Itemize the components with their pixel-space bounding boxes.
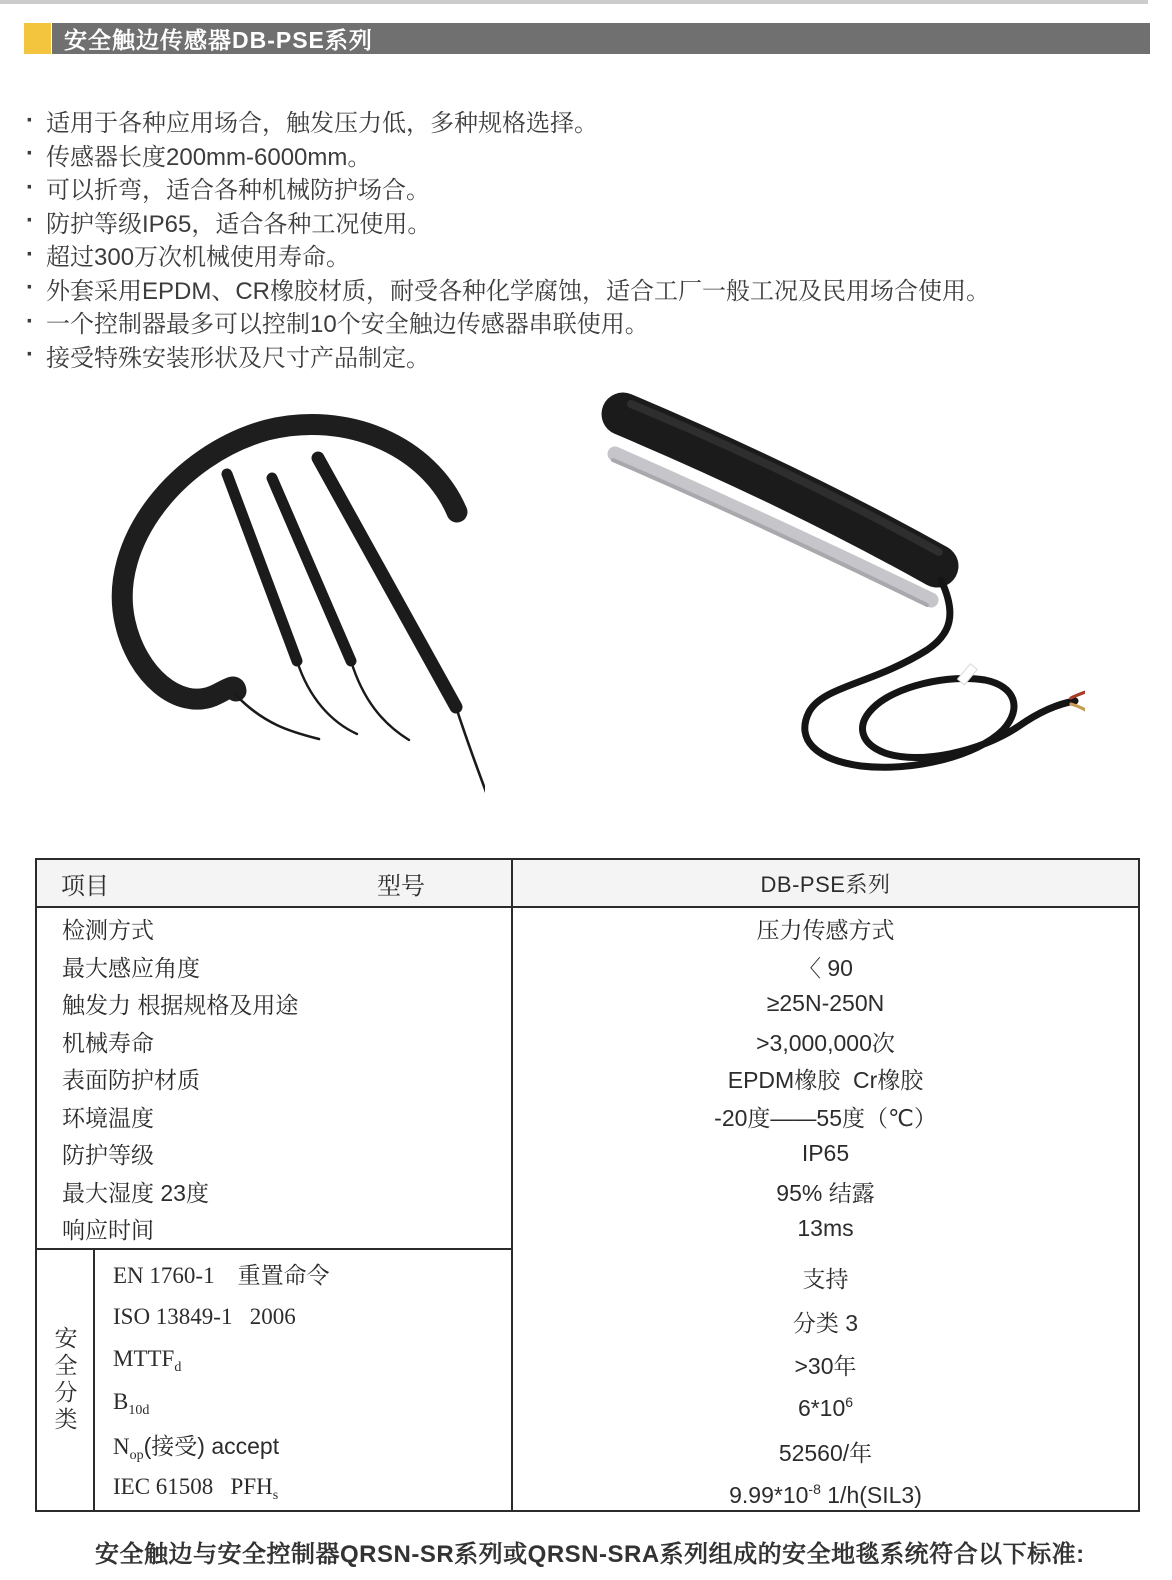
safety-class-label: 安全分类: [51, 1326, 78, 1434]
safety-item: $N_{op}$(接受) accept: [113, 1433, 280, 1464]
safety-item: $B_{10d}$: [113, 1388, 150, 1418]
bullet-marker: ·: [26, 173, 34, 201]
top-rule: [0, 0, 1148, 4]
section-title-bar: [52, 23, 1150, 54]
safety-item: ISO 13849-1 2006: [113, 1303, 296, 1329]
feature-text: 传感器长度200mm-6000mm。: [46, 143, 372, 171]
spec-row-value: IP65: [801, 1140, 850, 1167]
spec-row-value: ≥25N-250N: [766, 990, 885, 1017]
safety-value: $6*10^6$: [797, 1394, 854, 1422]
feature-text: 外套采用EPDM、CR橡胶材质，耐受各种化学腐蚀，适合工厂一般工况及民用场合使用。: [46, 277, 991, 305]
spec-row-value: >3,000,000次: [756, 1029, 895, 1056]
safety-section: [37, 1250, 511, 1510]
feature-text: 防护等级IP65，适合各种工况使用。: [46, 210, 432, 238]
safety-value: >30年: [794, 1353, 857, 1380]
spec-row-value: 13ms: [797, 1215, 854, 1242]
feature-text: 适用于各种应用场合，触发压力低，多种规格选择。: [46, 110, 598, 138]
bullet-marker: ·: [26, 106, 34, 134]
feature-item: [26, 238, 990, 272]
feature-item: [26, 171, 990, 205]
table-header: [37, 860, 1138, 908]
safety-value: 分类 3: [792, 1309, 859, 1336]
col-item-label: 项目: [61, 872, 109, 900]
bullet-marker: ·: [26, 307, 34, 335]
spec-row-label: 响应时间: [62, 1217, 154, 1244]
spec-values: [513, 908, 1138, 1254]
footer-note: 安全触边与安全控制器QRSN-SR系列或QRSN-SRA系列组成的安全地毯系统符合以下标准:: [95, 1541, 1085, 1568]
spec-row-label: 检测方式: [62, 917, 154, 944]
bullet-marker: ·: [26, 207, 34, 235]
spec-row-value: EPDM橡胶 Cr橡胶: [727, 1067, 924, 1094]
table-body: [37, 908, 1138, 1510]
feature-item: [26, 104, 990, 138]
feature-text: 接受特殊安装形状及尺寸产品制定。: [46, 344, 430, 372]
feature-item: [26, 305, 990, 339]
spec-row-label: 最大感应角度: [62, 954, 200, 981]
col-series-label: DB-PSE系列: [760, 871, 891, 897]
feature-item: [26, 272, 990, 306]
safety-item: IEC 61508 $PFH_s$: [113, 1474, 279, 1504]
feature-list: [26, 104, 990, 372]
spec-row-label: 表面防护材质: [62, 1067, 200, 1094]
table-left-column: [37, 908, 513, 1510]
spec-row-label: 机械寿命: [62, 1029, 154, 1056]
safety-values: [513, 1254, 1138, 1517]
left-product-image: [85, 372, 485, 802]
bullet-marker: ·: [26, 274, 34, 302]
table-value-column: [513, 908, 1138, 1510]
spec-row-label: 最大湿度 23度: [62, 1179, 209, 1206]
safety-value: 支持: [802, 1266, 849, 1293]
safety-value: $9.99*10^{-8}$ 1/h(SIL3): [729, 1481, 922, 1509]
safety-items: [95, 1250, 511, 1510]
spec-row-label: 环境温度: [62, 1104, 154, 1131]
bullet-marker: ·: [26, 341, 34, 369]
section-header: [24, 23, 1150, 54]
safety-item: EN 1760-1 重置命令: [113, 1263, 330, 1289]
safety-class-cell: [37, 1250, 95, 1510]
accent-square: [24, 23, 51, 54]
right-product-image: [565, 368, 1085, 798]
header-series-cell: [513, 860, 1138, 906]
page-title: 安全触边传感器DB-PSE系列: [64, 27, 373, 53]
feature-text: 可以折弯，适合各种机械防护场合。: [46, 177, 430, 205]
bullet-marker: ·: [26, 240, 34, 268]
bullet-marker: ·: [26, 140, 34, 168]
safety-value: 52560/年: [778, 1440, 873, 1467]
safety-item: $MTTF_d$: [113, 1346, 182, 1376]
spec-row-value: -20度——55度（℃）: [714, 1104, 937, 1131]
spec-row-value: 〈 90: [798, 954, 853, 981]
spec-row-value: 95% 结露: [776, 1179, 875, 1206]
spec-row-label: 防护等级: [62, 1142, 154, 1169]
spec-table: [35, 858, 1140, 1512]
col-model-label: 型号: [377, 872, 425, 900]
feature-item: [26, 138, 990, 172]
feature-item: [26, 339, 990, 373]
spec-row-label: 触发力 根据规格及用途: [62, 992, 299, 1019]
header-left-cell: [37, 860, 513, 906]
feature-text: 一个控制器最多可以控制10个安全触边传感器串联使用。: [46, 311, 649, 339]
feature-item: [26, 205, 990, 239]
feature-text: 超过300万次机械使用寿命。: [46, 244, 351, 272]
spec-row-value: 压力传感方式: [756, 917, 895, 944]
spec-labels: [37, 908, 511, 1250]
